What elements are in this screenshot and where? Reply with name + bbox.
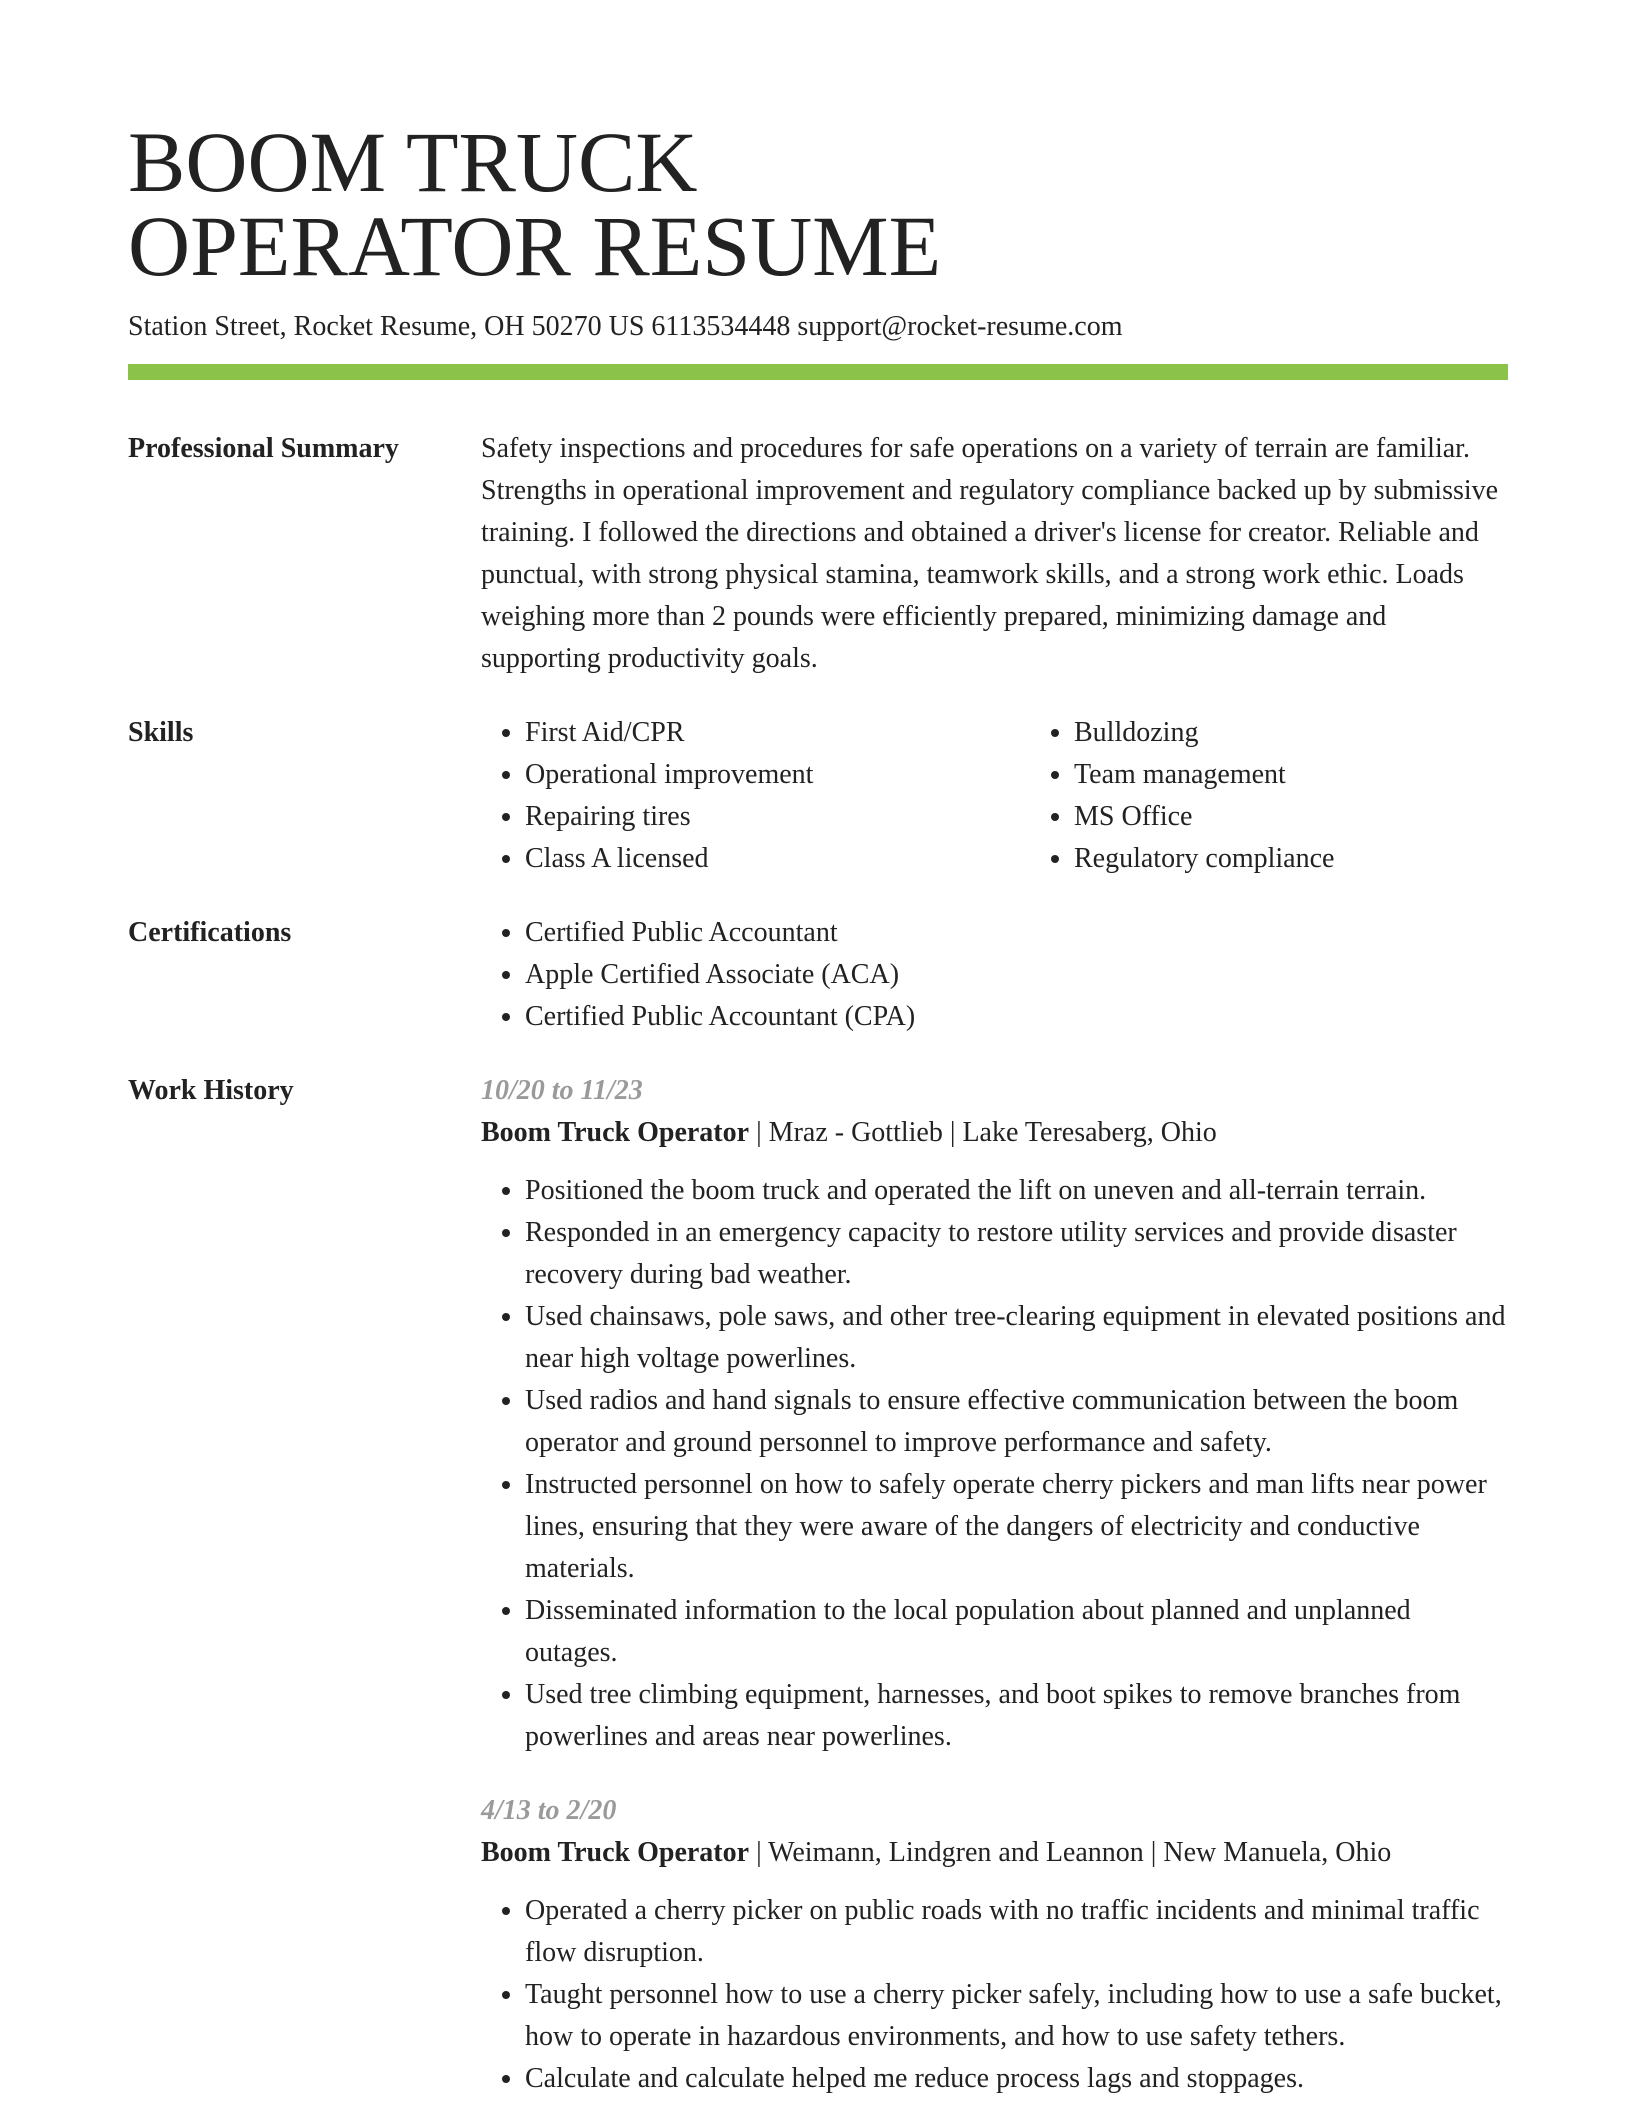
skills-list-left bbox=[481, 712, 1030, 880]
job-heading bbox=[481, 1112, 1508, 1154]
job-bullets bbox=[481, 1170, 1508, 1758]
job-bullet: • Disseminated information to the local population about planned and unplanned outages. bbox=[525, 1590, 1508, 1674]
certifications-section bbox=[128, 912, 1508, 1038]
resume-page bbox=[128, 114, 1508, 2100]
skill-item: • Bulldozing bbox=[1074, 712, 1579, 754]
skills-heading: Skills bbox=[128, 717, 194, 748]
certification-item: • Certified Public Accountant (CPA) bbox=[525, 996, 1508, 1038]
skill-item: • Repairing tires bbox=[525, 796, 1030, 838]
accent-divider bbox=[128, 364, 1508, 380]
job-bullet: • Used tree climbing equipment, harnesses, and boot spikes to remove branches from powerlines and areas near powerlines. bbox=[525, 1674, 1508, 1758]
contact-info: Station Street, Rocket Resume, OH 50270 US 6113534448 support@rocket-resume.com bbox=[128, 311, 1123, 342]
job-bullet: • Positioned the boom truck and operated the lift on uneven and all-terrain terrain. bbox=[525, 1170, 1508, 1212]
title-line-2: OPERATOR RESUME bbox=[128, 198, 942, 294]
job-dates: 10/20 to 11/23 bbox=[481, 1075, 643, 1106]
certifications-heading: Certifications bbox=[128, 917, 292, 948]
summary-text: Safety inspections and procedures for safe operations on a variety of terrain are familiar. Strengths in operational improvement and regulatory compliance backed up by submissive training. I followed the directions and obtained a driver's license for creator. Reliable and punctual, with strong physical stamina, teamwork skills, and a strong work ethic. Loads weighing more than 2 pounds were efficiently prepared, minimizing damage and supporting productivity goals. bbox=[481, 433, 1499, 674]
skill-item: • Class A licensed bbox=[525, 838, 1030, 880]
job-bullet: • Instructed personnel on how to safely operate cherry pickers and man lifts near power lines, ensuring that they were aware of the dangers of electricity and conductive materials. bbox=[525, 1464, 1508, 1590]
title-line-1: BOOM TRUCK bbox=[128, 114, 698, 210]
job-title: Boom Truck Operator bbox=[481, 1117, 750, 1148]
skill-item: • Regulatory compliance bbox=[1074, 838, 1579, 880]
job-bullet: • Responded in an emergency capacity to restore utility services and provide disaster recovery during bad weather. bbox=[525, 1212, 1508, 1296]
resume-title bbox=[128, 114, 1508, 294]
work-history-section bbox=[128, 1070, 1508, 2100]
job-bullet: • Used chainsaws, pole saws, and other tree-clearing equipment in elevated positions and near high voltage powerlines. bbox=[525, 1296, 1508, 1380]
certification-item: • Apple Certified Associate (ACA) bbox=[525, 954, 1508, 996]
job-heading bbox=[481, 1832, 1508, 1874]
job-bullet: • Calculate and calculate helped me reduce process lags and stoppages. bbox=[525, 2058, 1508, 2100]
skills-list-right bbox=[1030, 712, 1579, 880]
job-bullet: • Used radios and hand signals to ensure effective communication between the boom operator and ground personnel to improve performance and safety. bbox=[525, 1380, 1508, 1464]
summary-heading: Professional Summary bbox=[128, 433, 399, 464]
job-dates: 4/13 to 2/20 bbox=[481, 1795, 617, 1826]
skills-grid bbox=[481, 712, 1508, 880]
summary-section bbox=[128, 428, 1508, 680]
certification-item: • Certified Public Accountant bbox=[525, 912, 1508, 954]
job-bullet: • Operated a cherry picker on public roads with no traffic incidents and minimal traffic flow disruption. bbox=[525, 1890, 1508, 1974]
job-bullets bbox=[481, 1890, 1508, 2100]
skill-item: • Operational improvement bbox=[525, 754, 1030, 796]
skill-item: • First Aid/CPR bbox=[525, 712, 1030, 754]
skills-section bbox=[128, 712, 1508, 880]
job-details: | Weimann, Lindgren and Leannon | New Manuela, Ohio bbox=[749, 1837, 1392, 1868]
job-entry bbox=[481, 1070, 1508, 1758]
skill-item: • MS Office bbox=[1074, 796, 1579, 838]
job-details: | Mraz - Gottlieb | Lake Teresaberg, Ohio bbox=[749, 1117, 1217, 1148]
certifications-list bbox=[481, 912, 1508, 1038]
job-bullet: • Taught personnel how to use a cherry picker safely, including how to use a safe bucket, how to operate in hazardous environments, and how to use safety tethers. bbox=[525, 1974, 1508, 2058]
job-title: Boom Truck Operator bbox=[481, 1837, 750, 1868]
work-history-heading: Work History bbox=[128, 1075, 294, 1106]
skill-item: • Team management bbox=[1074, 754, 1579, 796]
job-entry bbox=[481, 1790, 1508, 2100]
